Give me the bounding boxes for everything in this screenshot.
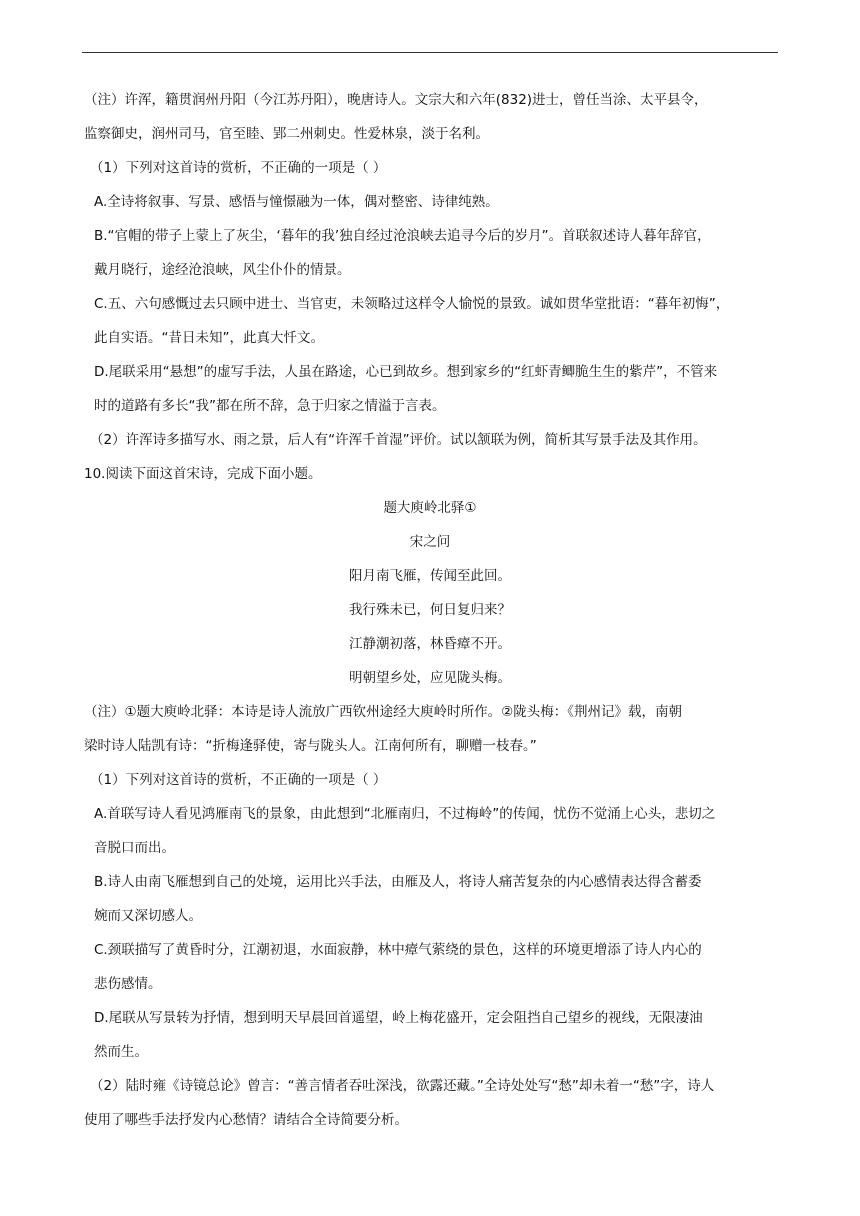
note-line: （注）①题大庾岭北驿：本诗是诗人流放广西钦州途经大庾岭时所作。②陇头梅：《荆州记》载，南朝 [84, 704, 682, 720]
option-b: B.“官帽的带子上蒙上了灰尘，‘暮年的我’独自经过沧浪峡去追寻今后的岁月”。首联叙述诗人暮年辞官， [94, 228, 711, 244]
option-c: C.颈联描写了黄昏时分，江潮初退，水面寂静，林中瘴气萦绕的景色，这样的环境更增添了诗人内心的 [94, 942, 702, 958]
option-a-cont: 音脱口而出。 [94, 840, 175, 856]
question-2-cont: 使用了哪些手法抒发内心愁情？请结合全诗简要分析。 [84, 1112, 408, 1128]
poem-title: 题大庾岭北驿① [383, 500, 477, 516]
option-d-cont: 时的道路有多长“我”都在所不辞，急于归家之情溢于言表。 [94, 398, 446, 414]
note-line: 梁时诗人陆凯有诗：“折梅逢驿使，寄与陇头人。江南何所有，聊赠一枝春。” [84, 738, 537, 754]
question-stem: （1）下列对这首诗的赏析，不正确的一项是（ ） [90, 160, 387, 176]
option-d-cont: 然而生。 [94, 1044, 148, 1060]
poem-line: 我行殊未已，何日复归来？ [349, 602, 511, 618]
poem-line: 阳月南飞雁，传闻至此回。 [349, 568, 511, 584]
question-heading: 10.阅读下面这首宋诗，完成下面小题。 [84, 466, 322, 482]
option-c-cont: 此自实语。“昔日未知”，此真大忏文。 [94, 330, 324, 346]
option-a: A.首联写诗人看见鸿雁南飞的景象，由此想到“北雁南归，不过梅岭”的传闻，忧伤不觉涌上心头，悲切之 [94, 806, 716, 822]
note-line: 监察御史，润州司马，官至睦、郢二州刺史。性爱林泉，淡于名利。 [84, 126, 489, 142]
option-c: C.五、六句感慨过去只顾中进士、当官吏，未领略过这样令人愉悦的景致。诚如贯华堂批语：“暮年初悔”， [94, 296, 730, 312]
option-b: B.诗人由南飞雁想到自己的处境，运用比兴手法，由雁及人，将诗人痛苦复杂的内心感情表达得含蓄委 [94, 874, 702, 890]
option-b-cont: 戴月晓行，途经沧浪峡，风尘仆仆的情景。 [94, 262, 351, 278]
option-a: A.全诗将叙事、写景、感悟与憧憬融为一体，偶对整密、诗律纯熟。 [94, 194, 499, 210]
poem-line: 江静潮初落，林昏瘴不开。 [349, 636, 511, 652]
option-d: D.尾联采用“悬想”的虚写手法，人虽在路途，心已到故乡。想到家乡的“红虾青鲫脆生生的紫芹”，不管来 [94, 364, 718, 380]
poem-line: 明朝望乡处，应见陇头梅。 [349, 670, 511, 686]
option-b-cont: 婉而又深切感人。 [94, 908, 202, 924]
poem-author: 宋之问 [409, 534, 451, 550]
question-2: （2）许浑诗多描写水、雨之景，后人有“许浑千首湿”评价。试以颔联为例，简析其写景手法及其作用。 [90, 432, 707, 448]
note-line: （注）许浑，籍贯润州丹阳（今江苏丹阳），晚唐诗人。文宗大和六年(832)进士，曾任当涂、太平县令， [84, 92, 708, 108]
option-c-cont: 悲伤感情。 [94, 976, 162, 992]
option-d: D.尾联从写景转为抒情，想到明天早晨回首遥望，岭上梅花盛开，定会阻挡自己望乡的视线，无限凄油 [94, 1010, 703, 1026]
question-2: （2）陆时雍《诗镜总论》曾言：“善言情者吞吐深浅，欲露还藏。”全诗处处写“愁”却未着一“愁”字，诗人 [90, 1078, 715, 1094]
header-rule [82, 52, 778, 53]
question-stem: （1）下列对这首诗的赏析，不正确的一项是（ ） [90, 772, 387, 788]
